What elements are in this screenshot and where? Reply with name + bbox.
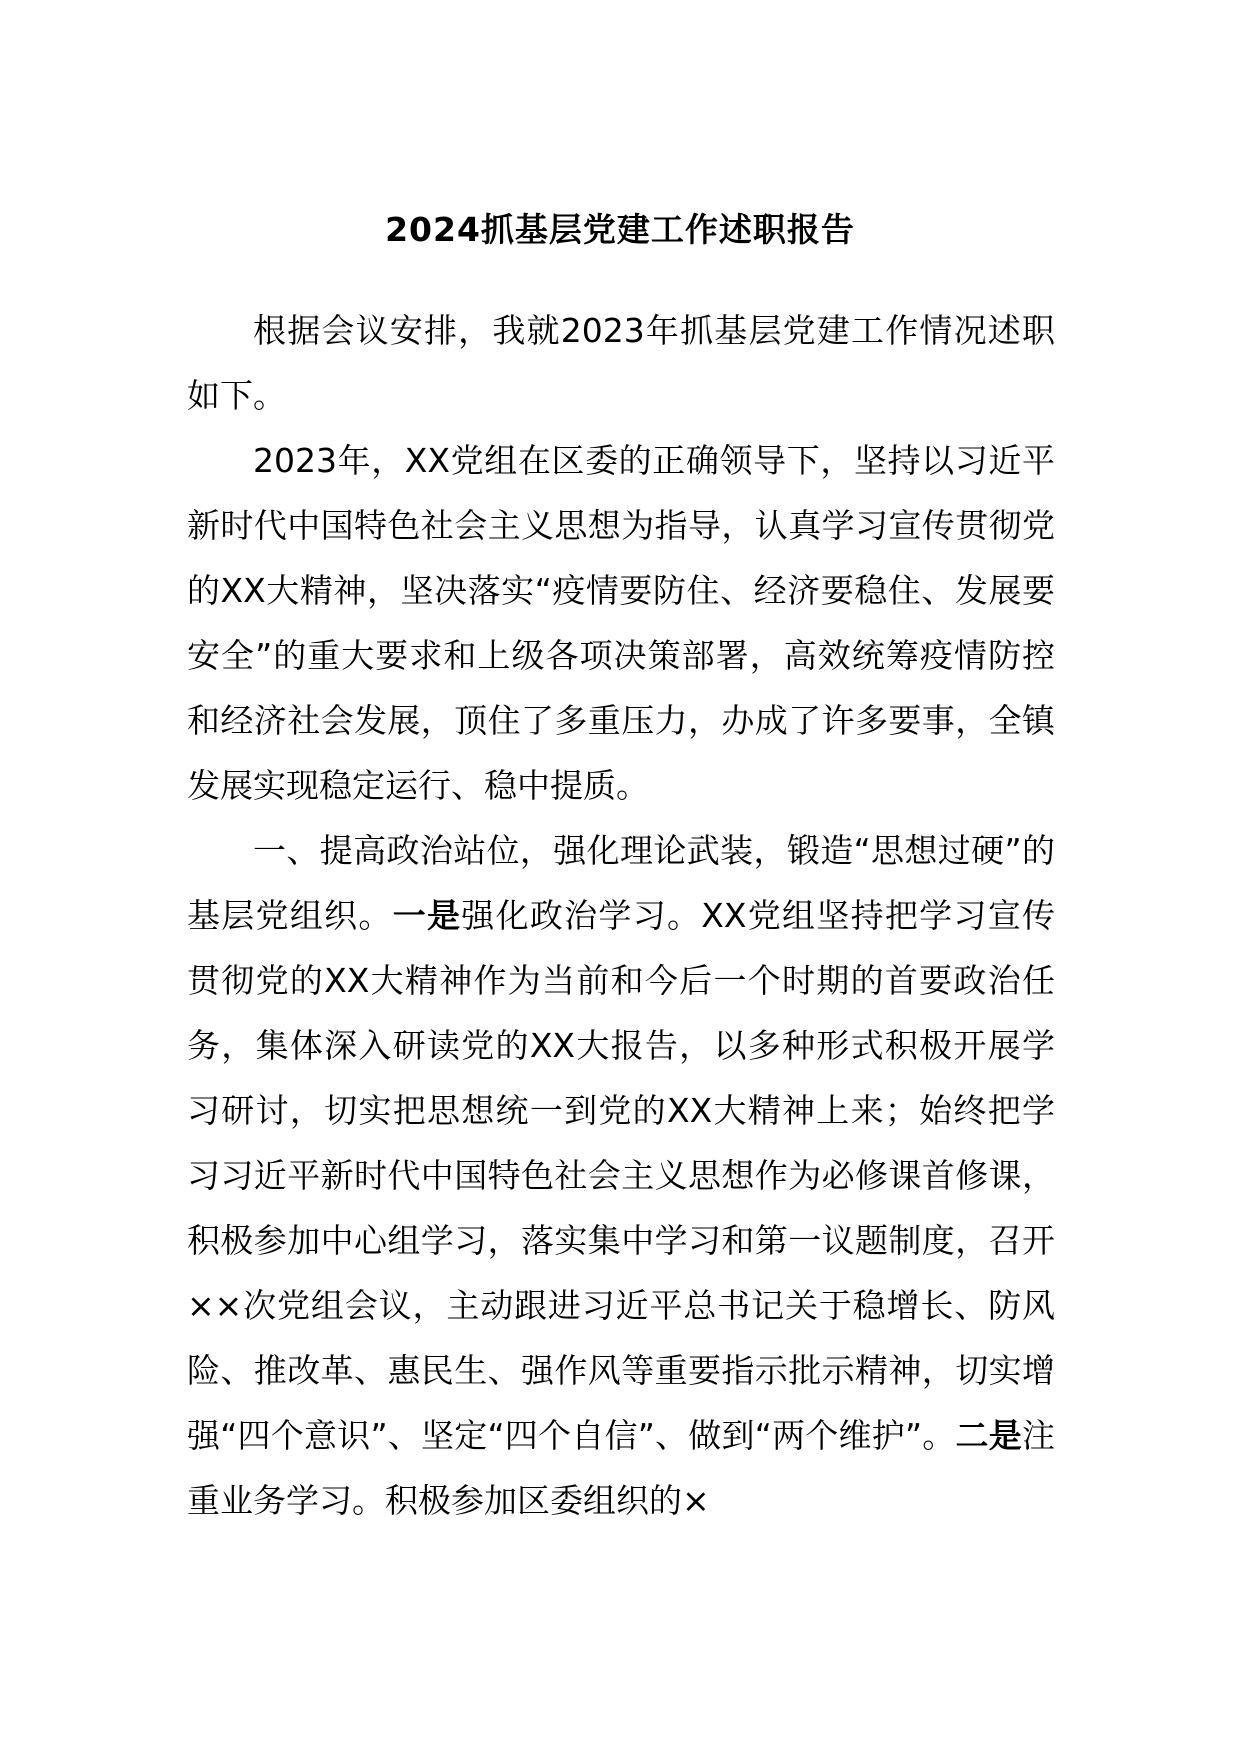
point-two-label: 二是: [955, 1416, 1023, 1455]
document-title: 2024抓基层党建工作述职报告: [385, 210, 855, 249]
point-one-text: 强化政治学习。XX党组坚持把学习宣传贯彻党的XX大精神作为当前和今后一个时期的首要政治任务，集体深入研读党的XX大报告，以多种形式积极开展学习研讨，切实把思想统一到党的XX大精神上来；始终把学习习近平新时代中国特色社会主义思想作为必修课首修课，积极参加中心组学习，落实集中学习和第一议题制度，召开××次党组会议，主动跟进习近平总书记关于稳增长、防风险、推改革、惠民生、强作风等重要指示批示精神，切实增强“四个意识”、坚定“四个自信”、做到“两个维护”。: [187, 896, 1056, 1455]
point-two-text: 注重业务学习。积极参加区委组织的×: [187, 1416, 1056, 1520]
document-body: [187, 298, 1055, 1533]
paragraph-section-one: [187, 818, 1055, 1533]
paragraph-intro: 根据会议安排，我就2023年抓基层党建工作情况述职如下。: [187, 311, 1055, 415]
point-one-label: 一是: [392, 896, 462, 935]
section-heading: 一、提高政治站位，强化理论武装，锻造“思想过硬”的基层党组织。: [187, 831, 1055, 935]
paragraph-overview: 2023年，XX党组在区委的正确领导下，坚持以习近平新时代中国特色社会主义思想为指导，认真学习宣传贯彻党的XX大精神，坚决落实“疫情要防住、经济要稳住、发展要安全”的重大要求和上级各项决策部署，高效统筹疫情防控和经济社会发展，顶住了多重压力，办成了许多要事，全镇发展实现稳定运行、稳中提质。: [187, 441, 1055, 805]
